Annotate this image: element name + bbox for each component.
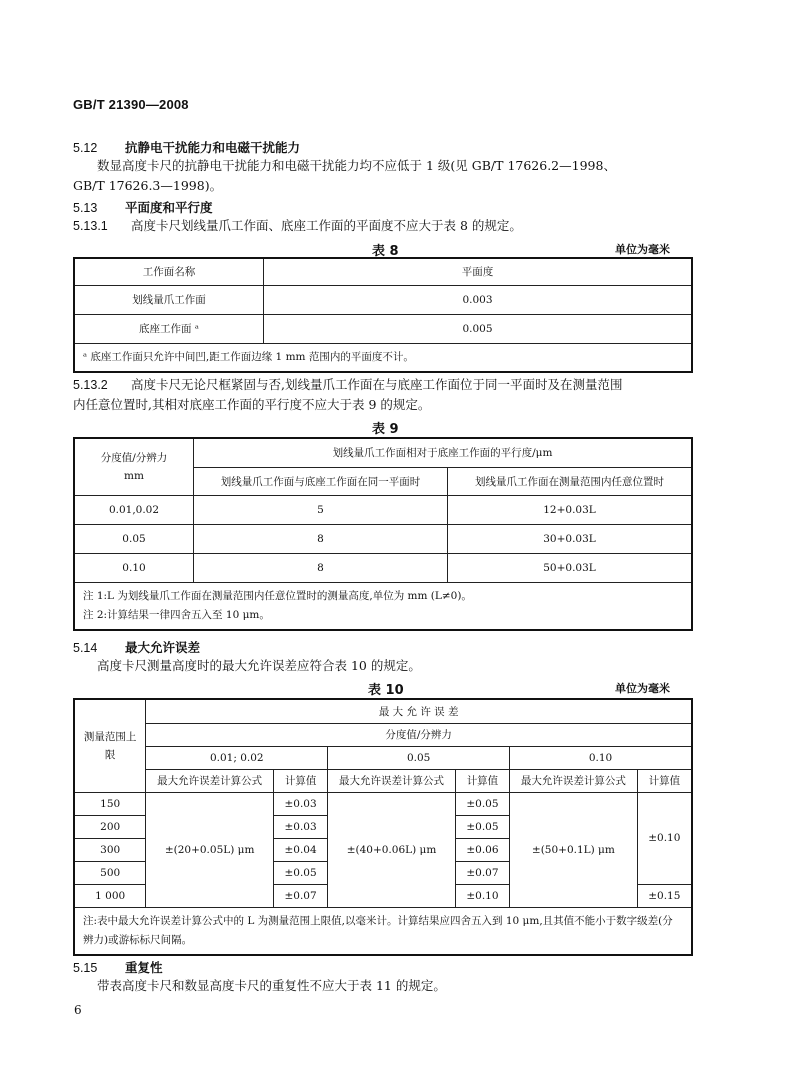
table9-header-division-unit: mm — [124, 469, 144, 482]
standard-number: GB/T 21390—2008 — [73, 97, 189, 112]
page-number: 6 — [74, 1003, 82, 1017]
table8-cell: 0.005 — [264, 314, 693, 343]
table10-calc: ±0.05 — [455, 792, 509, 815]
section-number: 5.13.1 — [73, 219, 108, 233]
table8-cell: 底座工作面 ᵃ — [74, 314, 264, 343]
table10-formula-header: 最大允许误差计算公式 — [146, 769, 274, 792]
table10-unit: 单位为毫米 — [615, 682, 670, 695]
table10-range: 300 — [74, 838, 146, 861]
table9-caption: 表 9 — [372, 422, 399, 437]
section-5-12-heading — [73, 138, 300, 156]
section-number: 5.14 — [73, 641, 98, 655]
table10-calc: ±0.07 — [273, 884, 327, 907]
table10-calc: ±0.06 — [455, 838, 509, 861]
table9-cell: 30+0.03L — [448, 524, 693, 553]
table10-header-range: 测量范围上限 — [74, 699, 146, 792]
table9-header-group: 划线量爪工作面相对于底座工作面的平行度/μm — [194, 438, 693, 467]
section-5-14-heading — [73, 638, 200, 656]
section-text: 高度卡尺无论尺框紧固与否,划线量爪工作面在与底座工作面位于同一平面时及在测量范围 — [131, 377, 623, 392]
table9 — [73, 437, 693, 631]
table9-header-sub1: 划线量爪工作面与底座工作面在同一平面时 — [194, 467, 448, 495]
table8-header-flatness: 平面度 — [264, 258, 693, 285]
table8 — [73, 257, 693, 373]
section-5-12-line2: GB/T 17626.3—1998)。 — [73, 178, 223, 193]
table9-cell: 0.05 — [74, 524, 194, 553]
table10-note: 注:表中最大允许误差计算公式中的 L 为测量范围上限值,以毫米计。计算结果应四舍五入到 10 μm,且其值不能小于数字级差(分辨力)或游标标尺间隔。 — [74, 907, 692, 955]
section-5-13-2-line2: 内任意位置时,其相对底座工作面的平行度不应大于表 9 的规定。 — [73, 397, 431, 412]
table10-calc: ±0.15 — [637, 884, 692, 907]
table10-calc: ±0.07 — [455, 861, 509, 884]
section-number: 5.15 — [73, 961, 98, 975]
section-title: 重复性 — [125, 960, 163, 975]
table10-division-value: 0.05 — [328, 746, 510, 769]
table9-note1: 注 1:L 为划线量爪工作面在测量范围内任意位置时的测量高度,单位为 mm (L≠0)。 — [83, 589, 472, 602]
table10-calc: ±0.05 — [273, 861, 327, 884]
table10-calc: ±0.03 — [273, 792, 327, 815]
table8-cell: 划线量爪工作面 — [74, 285, 264, 314]
table10-range: 200 — [74, 815, 146, 838]
table10-division-value: 0.10 — [510, 746, 692, 769]
section-title: 抗静电干扰能力和电磁干扰能力 — [125, 140, 301, 155]
table8-cell: 0.003 — [264, 285, 693, 314]
section-number: 5.13.2 — [73, 378, 108, 392]
table10-header-division: 分度值/分辨力 — [146, 723, 692, 746]
section-5-14-text: 高度卡尺测量高度时的最大允许误差应符合表 10 的规定。 — [97, 658, 421, 673]
section-5-13-heading — [73, 198, 213, 216]
table10-header-mpe: 最 大 允 许 误 差 — [146, 699, 692, 723]
table10-calc: ±0.10 — [455, 884, 509, 907]
section-5-13-1 — [73, 216, 522, 236]
table10-calc: ±0.03 — [273, 815, 327, 838]
table10-calc: ±0.04 — [273, 838, 327, 861]
table10-calc-header: 计算值 — [273, 769, 327, 792]
table8-caption: 表 8 — [372, 244, 399, 259]
section-title: 平面度和平行度 — [125, 200, 213, 215]
table10-formula-header: 最大允许误差计算公式 — [328, 769, 456, 792]
section-title: 最大允许误差 — [125, 640, 201, 655]
table9-note2: 注 2:计算结果一律四舍五入至 10 μm。 — [83, 608, 270, 621]
table9-cell: 0.01,0.02 — [74, 495, 194, 524]
table9-notes — [74, 582, 692, 630]
table9-cell: 5 — [194, 495, 448, 524]
table10-formula: ±(40+0.06L) μm — [328, 792, 456, 907]
table8-unit: 单位为毫米 — [615, 243, 670, 256]
table10-range: 1 000 — [74, 884, 146, 907]
table10-calc: ±0.10 — [637, 792, 692, 884]
table8-note: ᵃ 底座工作面只允许中间凹,距工作面边缘 1 mm 范围内的平面度不计。 — [74, 343, 692, 372]
section-number: 5.12 — [73, 141, 98, 155]
table9-header-division — [74, 438, 194, 495]
table9-cell: 8 — [194, 553, 448, 582]
table10-formula-header: 最大允许误差计算公式 — [510, 769, 638, 792]
table10-calc-header: 计算值 — [455, 769, 509, 792]
table10-range: 500 — [74, 861, 146, 884]
table10-calc-header: 计算值 — [637, 769, 692, 792]
table10-formula: ±(20+0.05L) μm — [146, 792, 274, 907]
section-text: 高度卡尺划线量爪工作面、底座工作面的平面度不应大于表 8 的规定。 — [131, 218, 522, 233]
table9-header-division-label: 分度值/分辨力 — [100, 451, 168, 464]
table10-calc: ±0.05 — [455, 815, 509, 838]
table9-cell: 8 — [194, 524, 448, 553]
section-number: 5.13 — [73, 201, 98, 215]
table10-division-value: 0.01; 0.02 — [146, 746, 328, 769]
table8-header-name: 工作面名称 — [74, 258, 264, 285]
table10-formula: ±(50+0.1L) μm — [510, 792, 638, 907]
table9-cell: 0.10 — [74, 553, 194, 582]
section-5-13-2-line1 — [73, 375, 622, 395]
table9-header-sub2: 划线量爪工作面在测量范围内任意位置时 — [448, 467, 693, 495]
section-5-15-text: 带表高度卡尺和数显高度卡尺的重复性不应大于表 11 的规定。 — [97, 978, 446, 993]
section-5-15-heading — [73, 958, 163, 976]
section-5-12-line1: 数显高度卡尺的抗静电干扰能力和电磁干扰能力均不应低于 1 级(见 GB/T 17626.2—1998、 — [97, 158, 616, 173]
table9-cell: 12+0.03L — [448, 495, 693, 524]
table10 — [73, 698, 693, 956]
table10-caption: 表 10 — [368, 683, 404, 698]
table9-cell: 50+0.03L — [448, 553, 693, 582]
table10-range: 150 — [74, 792, 146, 815]
